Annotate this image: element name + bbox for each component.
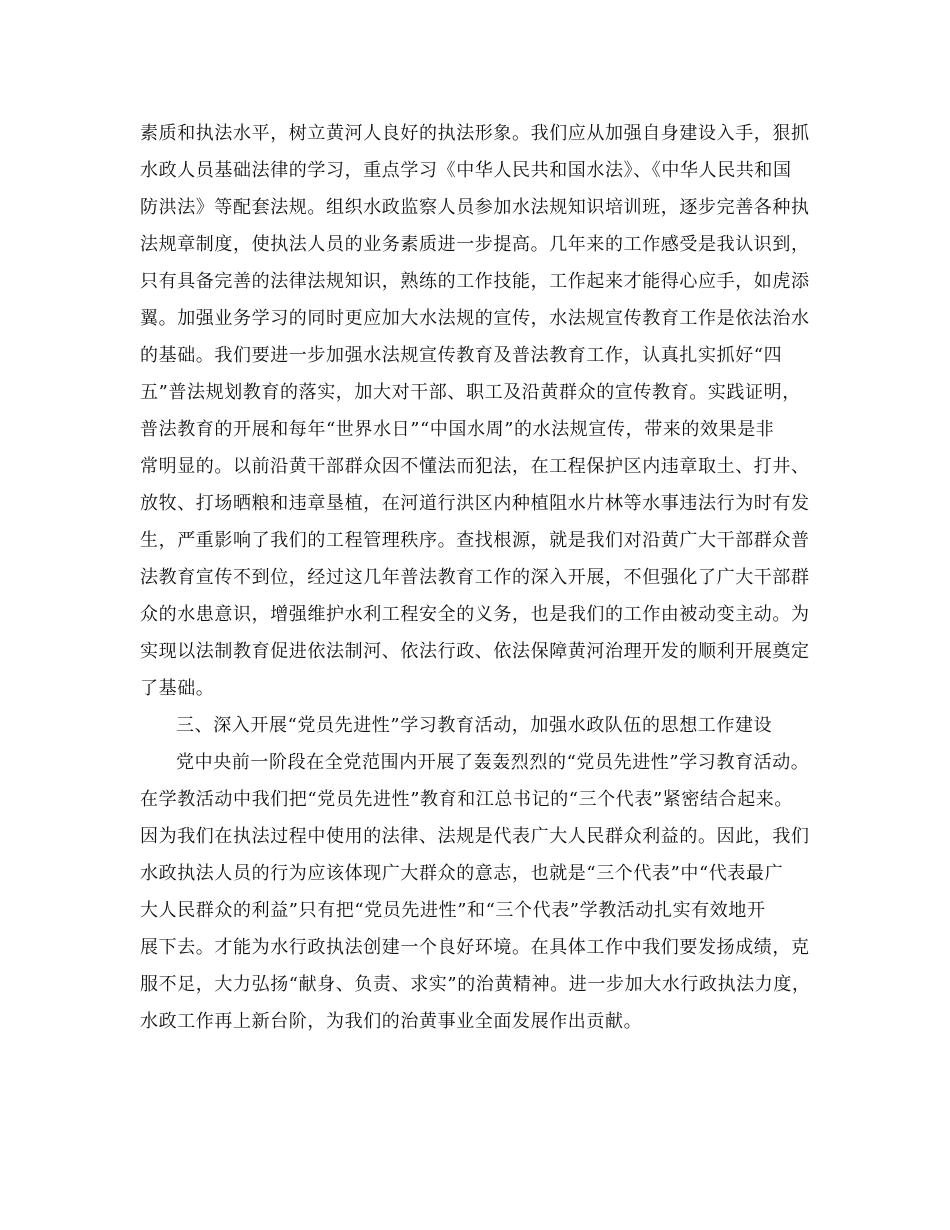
text-line: 了基础。 <box>140 678 215 699</box>
text-line: 普法教育的开展和每年“世界水日”“中国水周”的水法规宣传，带来的效果是非 <box>140 419 775 440</box>
text-line: 法规章制度，使执法人员的业务素质进一步提高。几年来的工作感受是我认识到， <box>140 234 810 255</box>
text-line: 展下去。才能为水行政执法创建一个良好环境。在具体工作中我们要发扬成绩，克 <box>140 937 810 958</box>
text-line: 翼。加强业务学习的同时更应加大水法规的宣传，水法规宣传教育工作是依法治水 <box>140 308 810 329</box>
text-line: 在学教活动中我们把“党员先进性”教育和江总书记的“三个代表”紧密结合起来。 <box>140 789 794 810</box>
text-line: 法教育宣传不到位，经过这几年普法教育工作的深入开展，不但强化了广大干部群 <box>140 567 810 588</box>
text-line: 大人民群众的利益”只有把“党员先进性”和“三个代表”学教活动扎实有效地开 <box>140 900 766 921</box>
text-line: 放牧、打场晒粮和违章垦植，在河道行洪区内种植阻水片林等水事违法行为时有发 <box>140 493 810 514</box>
document-body <box>140 115 820 1040</box>
text-line: 实现以法制教育促进依法制河、依法行政、依法保障黄河治理开发的顺利开展奠定 <box>140 641 810 662</box>
text-line: 水政人员基础法律的学习，重点学习《中华人民共和国水法》、《中华人民共和国 <box>140 160 792 181</box>
text-line: 常明显的。以前沿黄干部群众因不懂法而犯法，在工程保护区内违章取土、打井、 <box>140 456 810 477</box>
text-line: 党中央前一阶段在全党范围内开展了轰轰烈烈的“党员先进性”学习教育活动。 <box>176 752 810 773</box>
text-line: 的基础。我们要进一步加强水法规宣传教育及普法教育工作，认真扎实抓好“四 <box>140 345 783 366</box>
text-line: 众的水患意识，增强维护水利工程安全的义务，也是我们的工作由被动变主动。为 <box>140 604 810 625</box>
text-line: 服不足，大力弘扬“献身、负责、求实”的治黄精神。进一步加大水行政执法力度， <box>140 974 811 995</box>
section-heading: 三、深入开展“党员先进性”学习教育活动，加强水政队伍的思想工作建设 <box>176 715 773 736</box>
text-line: 因为我们在执法过程中使用的法律、法规是代表广大人民群众利益的。因此，我们 <box>140 826 810 847</box>
text-line: 只有具备完善的法律法规知识，熟练的工作技能，工作起来才能得心应手，如虎添 <box>140 271 810 292</box>
text-line: 素质和执法水平，树立黄河人良好的执法形象。我们应从加强自身建设入手，狠抓 <box>140 123 810 144</box>
text-line: 水政工作再上新台阶，为我们的治黄事业全面发展作出贡献。 <box>140 1011 643 1032</box>
text-line: 五”普法规划教育的落实，加大对干部、职工及沿黄群众的宣传教育。实践证明， <box>140 382 801 403</box>
text-line: 防洪法》等配套法规。组织水政监察人员参加水法规知识培训班，逐步完善各种执 <box>140 197 810 218</box>
text-line: 生，严重影响了我们的工程管理秩序。查找根源，就是我们对沿黄广大干部群众普 <box>140 530 810 551</box>
text-line: 水政执法人员的行为应该体现广大群众的意志，也就是“三个代表”中“代表最广 <box>140 863 784 884</box>
